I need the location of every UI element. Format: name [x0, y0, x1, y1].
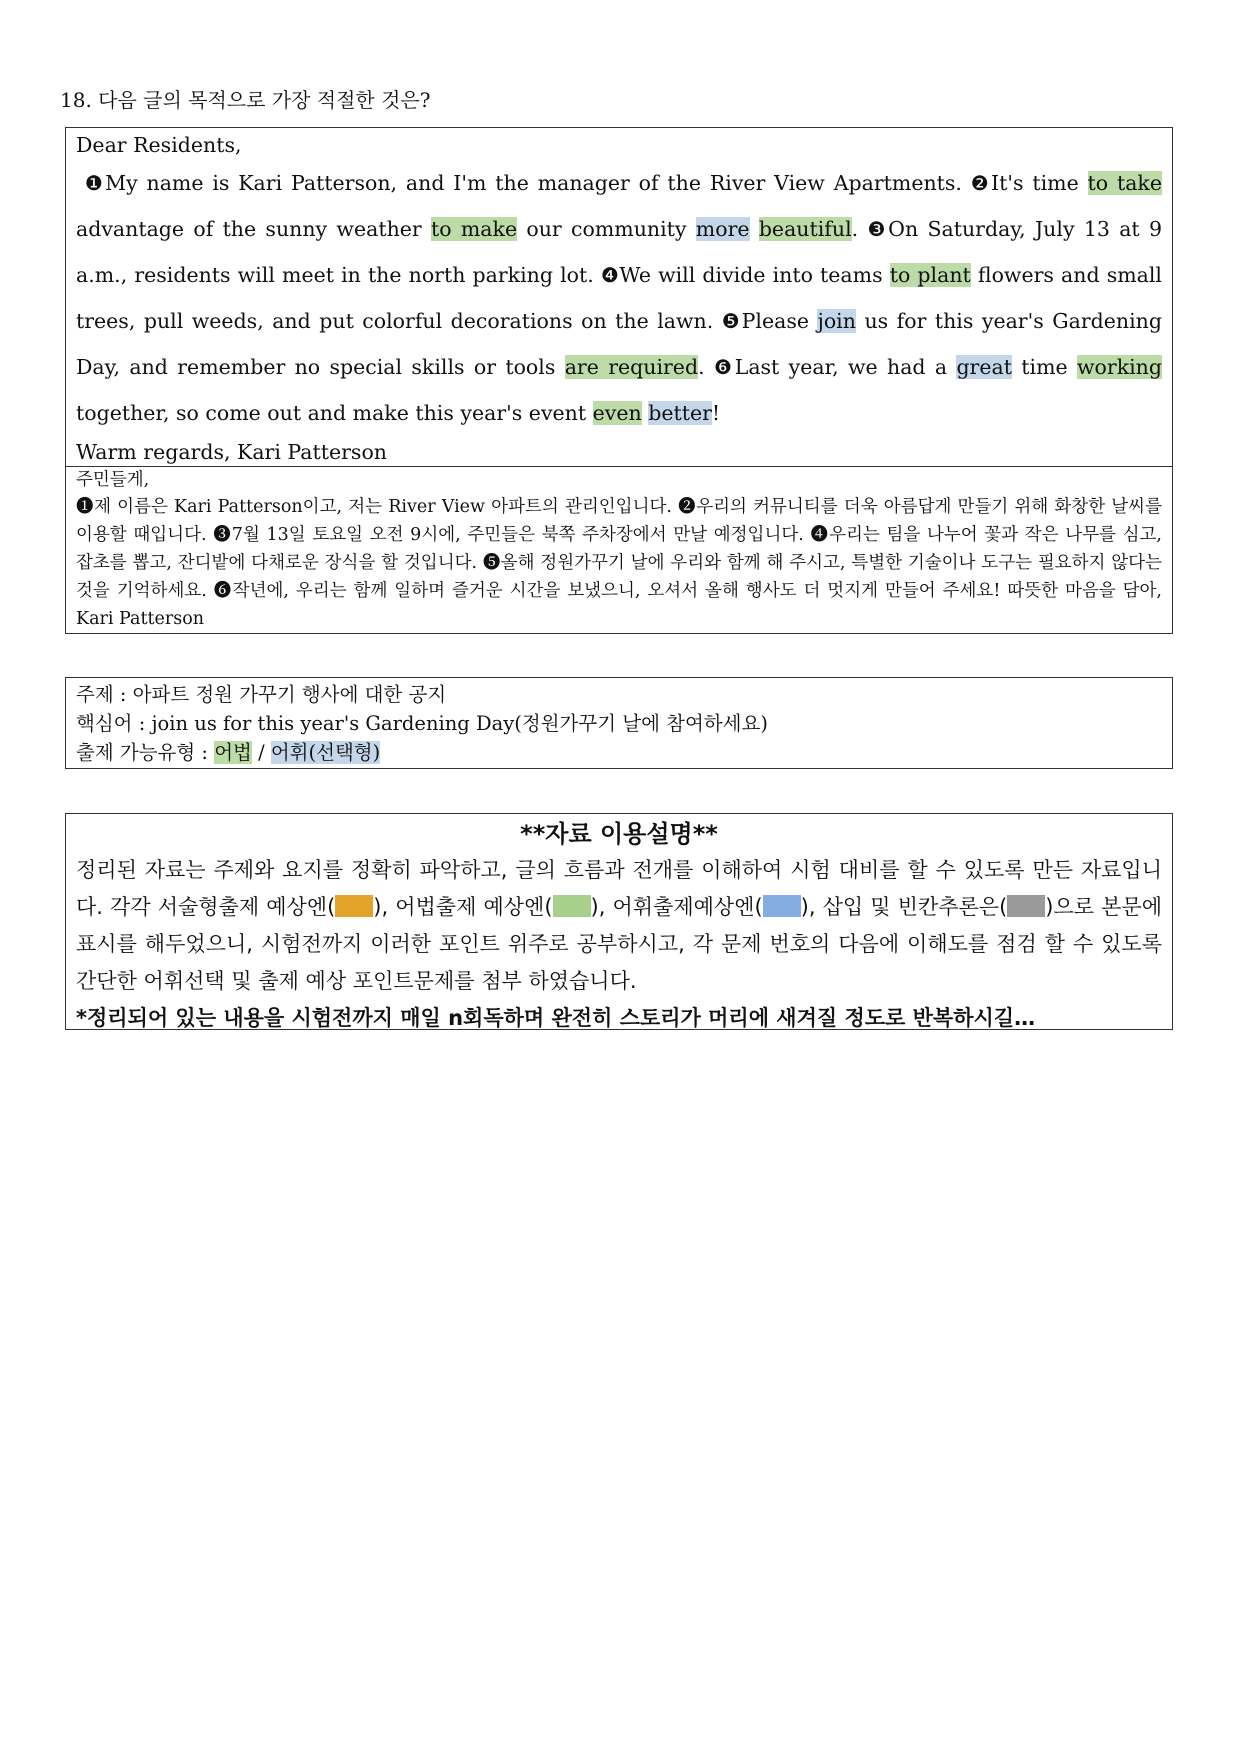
sentence-6-part: ! [711, 401, 721, 425]
sentence-1: My name is Kari Patterson, and I'm the manager of the River View Apartments. [105, 171, 971, 195]
guide-note: *정리되어 있는 내용을 시험전까지 매일 n회독하며 완전히 스토리가 머리에 새겨질 정도로 반복하시길… [76, 1006, 1036, 1030]
insertion-color-swatch [1007, 895, 1045, 917]
guide-text: )으로 본문에 표시를 해두었으니, 시험전까지 이러한 포인트 위주로 공부하시고, 각 문제 번호의 다음에 이해도를 점검 할 수 있도록 간단한 어휘선택 및 출제 예상 포인트문제를 첨부 하였습니다. [76, 895, 1162, 993]
summary-topic: 주제 : 아파트 정원 가꾸기 행사에 대한 공지 [76, 683, 447, 706]
guide-title: **자료 이용설명** [520, 820, 718, 848]
grammar-highlight: are required [564, 355, 699, 379]
letter-closing: Warm regards, Kari Patterson [76, 440, 387, 464]
guide-text: ), 삽입 및 빈칸추론은( [800, 895, 1008, 919]
grammar-highlight: working [1077, 355, 1162, 379]
sentence-4-part: flowers and small trees, pull weeds, and put colorful decorations on the lawn. [76, 263, 1162, 333]
sentence-2-part [750, 217, 759, 241]
type-vocab: 어휘(선택형) [270, 741, 381, 764]
summary-box [65, 677, 1173, 769]
sentence-number-5: ❺ [721, 309, 742, 333]
sentence-number-1: ❶ [84, 171, 106, 195]
grammar-highlight: to make [431, 217, 518, 241]
sentence-number-2: ❷ [970, 171, 992, 195]
sentence-2-part: advantage of the sunny weather [76, 217, 431, 241]
translation-body: ❶제 이름은 Kari Patterson이고, 저는 River View 아파트의 관리인입니다. ❷우리의 커뮤니티를 더욱 아름답게 만들기 위해 화창한 날씨를 이용할 때입니다. ❸7월 13일 토요일 오전 9시에, 주민들은 북쪽 주차장에서 만날 예정입니다. ❹우리는 팀을 나누어 꽃과 작은 나무를 심고, 잡초를 뽑고, 잔디밭에 다채로운 장식을 할 것입니다. ❺올해 정원가꾸기 날에 우리와 함께 해 주시고, 특별한 기술이나 도구는 필요하지 않다는 것을 기억하세요. ❻작년에, 우리는 함께 일하며 즐거운 시간을 보냈으니, 오셔서 올해 행사도 더 멋지게 만들어 주세요! 따뜻한 마음을 담아, Kari Patterson [76, 497, 1162, 629]
sentence-3: On Saturday, July 13 at 9 a.m., residents will meet in the north parking lot. [76, 217, 1162, 287]
type-separator: / [251, 741, 271, 764]
sentence-number-4: ❹ [600, 263, 620, 287]
grammar-highlight: to plant [889, 263, 971, 287]
sentence-6-part: Last year, we had a [734, 355, 957, 379]
korean-translation-box [65, 466, 1173, 634]
question-title: 18. 다음 글의 목적으로 가장 적절한 것은? [60, 88, 431, 112]
summary-types [76, 738, 1162, 767]
grammar-highlight: even [592, 401, 642, 425]
sentence-2-part: It's time [991, 171, 1088, 195]
guide-text: ), 어법출제 예상엔( [373, 895, 553, 919]
letter-body [76, 160, 1162, 436]
vocab-highlight: great [956, 355, 1012, 379]
vocab-highlight: better [648, 401, 712, 425]
vocab-highlight: more [695, 217, 750, 241]
sentence-4-part: We will divide into teams [619, 263, 890, 287]
guide-text: 정리된 자료는 주제와 요지를 정확히 파악하고, 글의 흐름과 전개를 이해하여 시험 대비를 할 수 있도록 만든 자료입니다. 각각 서술형출제 예상엔( [76, 858, 1162, 919]
letter-greeting: Dear Residents, [76, 133, 242, 157]
sentence-6-part: together, so come out and make this year's event [76, 401, 593, 425]
letter-passage-box [65, 127, 1173, 467]
sentence-6-part: time [1011, 355, 1077, 379]
usage-guide-box [65, 813, 1173, 1030]
sentence-number-3: ❸ [867, 217, 889, 241]
grammar-highlight: to take [1087, 171, 1162, 195]
grammar-highlight: beautiful [758, 217, 852, 241]
vocab-highlight: join [817, 309, 856, 333]
sentence-2-part: . [851, 217, 868, 241]
translation-greeting: 주민들게, [76, 470, 150, 490]
sentence-5-part: us for this year's Gardening Day, and remember no special skills or tools [76, 309, 1162, 379]
type-grammar: 어법 [214, 741, 252, 764]
guide-body [76, 852, 1162, 1000]
summary-types-label: 출제 가능유형 : [76, 741, 215, 764]
vocab-color-swatch [763, 895, 801, 917]
essay-color-swatch [335, 895, 373, 917]
sentence-2-part: our community [517, 217, 696, 241]
summary-keyword: 핵심어 : join us for this year's Gardening Day(정원가꾸기 날에 참여하세요) [76, 712, 768, 735]
grammar-color-swatch [553, 895, 591, 917]
guide-text: ), 어휘출제예상엔( [590, 895, 763, 919]
sentence-5-part: . [698, 355, 714, 379]
sentence-5-part: Please [741, 309, 818, 333]
sentence-number-6: ❻ [713, 355, 735, 379]
letter-text [76, 130, 1162, 468]
